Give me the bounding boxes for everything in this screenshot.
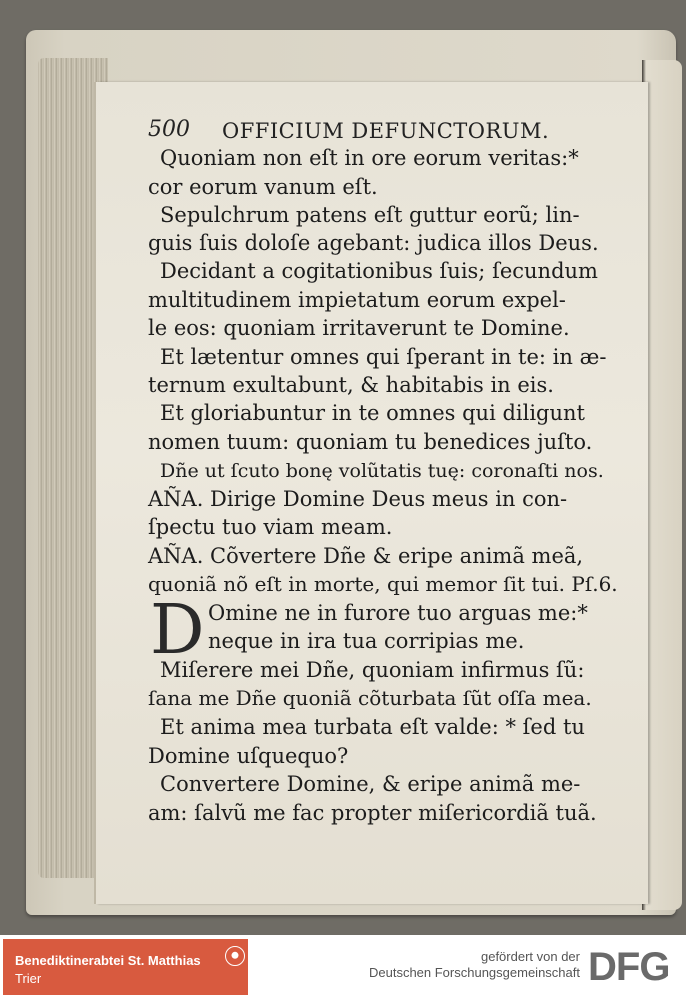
text-line: Convertere Domine, & eripe animã me- [160,772,581,796]
text-line: ternum exultabunt, & habitabis in eis. [148,373,554,397]
text-line: cor eorum vanum eſt. [148,175,378,199]
text-line: Sepulchrum patens eſt guttur eorũ; lin- [160,203,580,227]
text-line: Omine ne in furore tuo arguas me:* [208,601,588,625]
text-line: Dñe ut ſcuto bonę volũtatis tuę: coronaſti nos. [160,460,604,482]
funding-line-1: gefördert von der [480,949,580,964]
running-head: OFFICIUM DEFUNCTORUM. [222,119,550,143]
text-line: nomen tuum: quoniam tu benedices juſto. [148,430,593,454]
text-line: quoniã nõ eſt in morte, qui memor ſit tui. Pſ.6. [148,572,618,596]
text-line: Et lætentur omnes qui ſperant in te: in æ- [160,345,607,369]
drop-cap: D [150,591,205,670]
text-line: multitudinem impietatum eorum expel- [148,288,566,312]
text-line: ſana me Dñe quoniã cõturbata ſũt oſſa mea. [148,686,592,710]
page-number: 500 [148,117,190,142]
text-line: Miſerere mei Dñe, quoniam infirmus ſũ: [160,658,585,682]
institution-logo-icon [221,942,249,970]
text-line: Domine uſquequo? [148,744,349,768]
text-line: Quoniam non eſt in ore eorum veritas:* [160,146,579,170]
text-line: am: ſalvũ me fac propter miſericordiã tuã. [148,801,597,825]
funding-line-2: Deutschen Forschungsgemeinschaft [368,965,580,980]
text-line: AÑA. Dirige Domine Deus meus in con- [148,487,568,511]
text-line: AÑA. Cõvertere Dñe & eripe animã meã, [148,544,584,568]
text-line: guis ſuis doloſe agebant: judica illos Deus. [148,231,599,255]
dfg-logo[interactable]: DFG [588,945,670,989]
text-line: ſpectu tuo viam meam. [148,515,393,539]
page-header [148,117,568,147]
institution-banner[interactable] [3,939,248,995]
institution-city: Trier [15,971,42,986]
funding-credit [300,949,580,981]
institution-name: Benediktinerabtei St. Matthias [15,953,201,968]
footer-banner [0,935,686,1000]
text-line: Et gloriabuntur in te omnes qui diligunt [160,401,585,425]
facing-page-edge [642,60,682,910]
text-line: le eos: quoniam irritaverunt te Domine. [148,316,570,340]
text-line: neque in ira tua corripias me. [208,629,525,653]
text-line: Et anima mea turbata eſt valde: * ſed tu [160,715,585,739]
text-line: Decidant a cogitationibus ſuis; ſecundum [160,259,598,283]
